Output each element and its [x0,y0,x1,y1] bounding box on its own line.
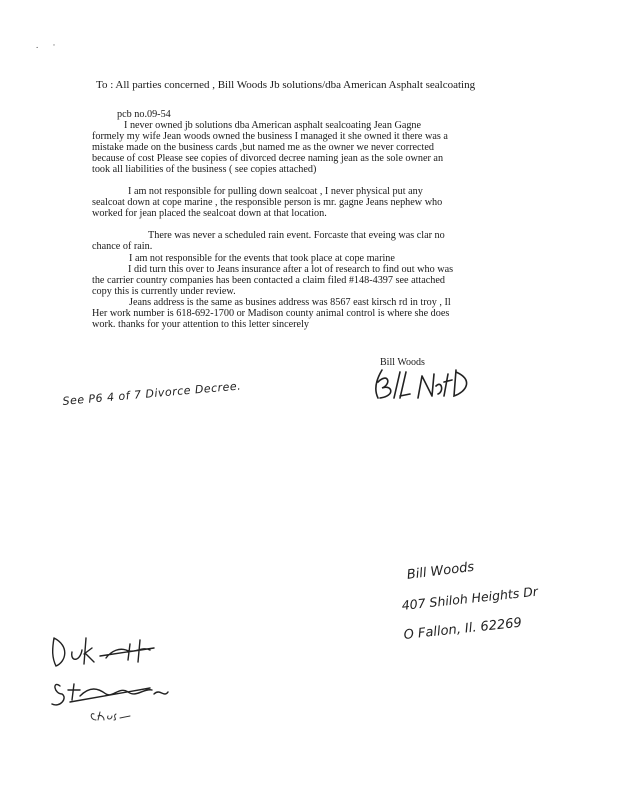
text-line: the carrier country companies has been contacted a claim filed #148-4397 see attached [92,275,446,286]
paragraph-ownership [92,120,448,175]
text-line: I am not responsible for the events that took place at cope marine [129,253,395,264]
typed-signature: Bill Woods [380,357,425,368]
text-line: There was never a scheduled rain event. Forcaste that eveing was clar no [148,230,445,241]
handwritten-signature [370,362,480,404]
handwritten-note: See P6 4 of 7 Divorce Decree. [62,379,242,408]
handwritten-scribbles [50,628,180,728]
paragraph-insurance [92,264,453,297]
text-line: I did turn this over to Jeans insurance after a lot of research to find out who was [128,264,454,275]
text-line: Her work number is 618-692-1700 or Madison county animal control is where she does [92,308,450,319]
paragraph-address [92,297,451,330]
text-line: Jeans address is the same as busines address was 8567 east kirsch rd in troy , Il [129,297,451,308]
letter-heading: To : All parties concerned , Bill Woods Jb solutions/dba American Asphalt sealcoating [96,79,476,91]
text-line: because of cost Please see copies of divorced decree naming jean as the sole owner an [92,153,444,164]
text-line: chance of rain. [92,241,153,252]
text-line: I am not responsible for pulling down sealcoat , I never physical put any [128,186,423,197]
paragraph-rain [92,230,445,252]
address-street: 407 Shiloh Heights Dr [401,583,539,613]
text-line: formely my wife Jean woods owned the business I managed it she owned it there was a [92,131,448,142]
text-line: worked for jean placed the sealcoat down at that location. [92,208,327,219]
corner-marks: . · [36,40,62,50]
text-line: work. thanks for your attention to this letter sincerely [92,319,309,330]
text-line: mistake made on the business cards ,but named me as the owner we never corrected [92,142,435,153]
address-city: O Fallon, Il. 62269 [403,615,523,643]
paragraph-events [129,253,395,264]
address-name: Bill Woods [406,559,476,583]
text-line: took all liabilities of the business ( see copies attached) [92,164,317,175]
text-line: copy this is currently under review. [92,286,236,297]
text-line: I never owned jb solutions dba American asphalt sealcoating Jean Gagne [124,120,422,131]
reference-number: pcb no.09-54 [117,109,171,120]
text-line: sealcoat down at cope marine , the responsible person is mr. gagne Jeans nephew who [92,197,443,208]
paragraph-sealcoat [92,186,442,219]
